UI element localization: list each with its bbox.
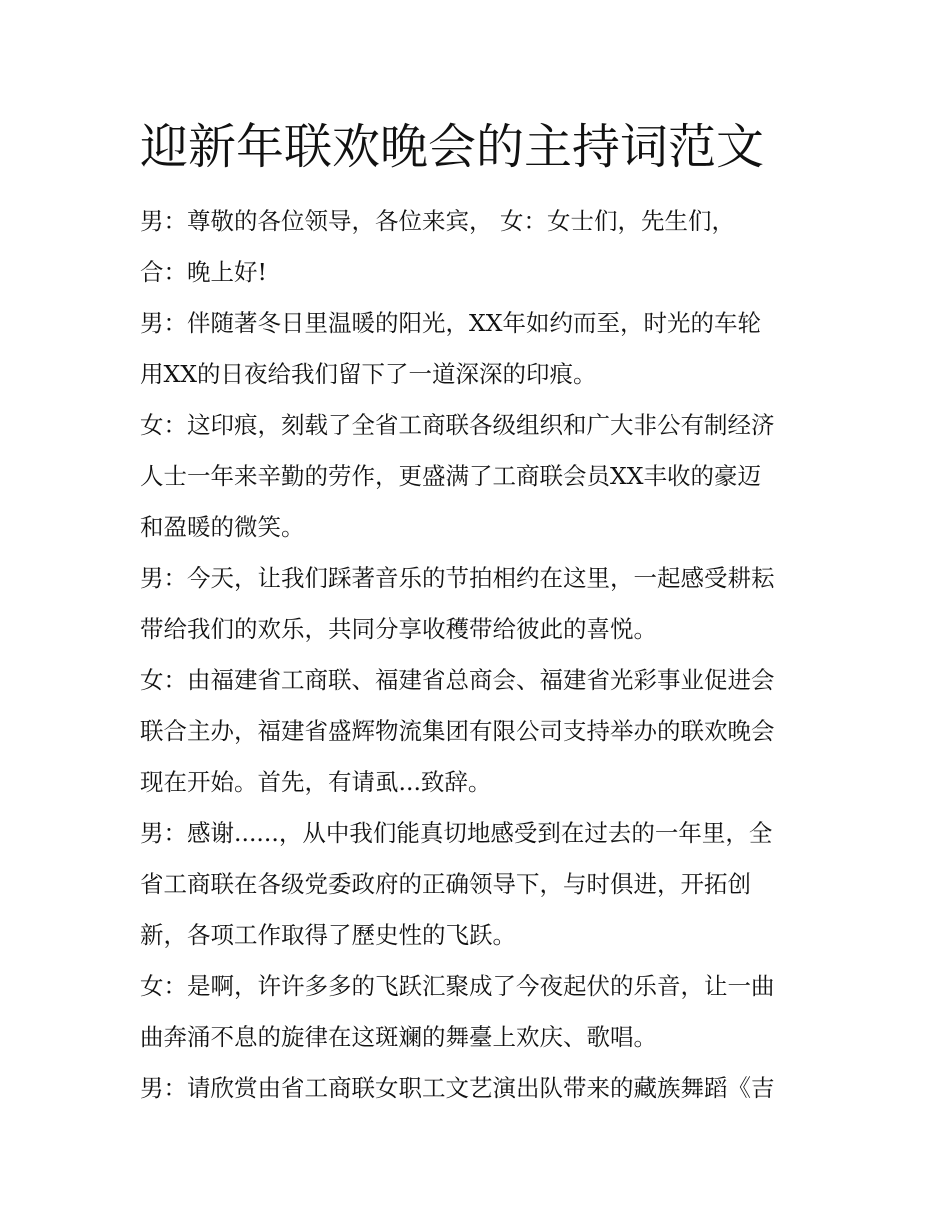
text-line: 人士一年来辛勤的劳作，更盛满了工商联会员XX丰收的豪迈 <box>140 462 761 490</box>
text-line: 男：今天，让我们踩著音乐的节拍相约在这里，一起感受耕耘 <box>140 564 775 592</box>
text-line: 男：请欣赏由省工商联女职工文艺演出队带来的藏族舞蹈《吉 <box>140 1074 775 1102</box>
text-line: 用XX的日夜给我们留下了一道深深的印痕。 <box>140 360 597 388</box>
text-line: 和盈暖的微笑。 <box>140 513 305 541</box>
text-line: 联合主办，福建省盛辉物流集团有限公司支持举办的联欢晚会 <box>140 717 775 745</box>
text-line: 带给我们的欢乐，共同分享收穫带给彼此的喜悦。 <box>140 615 657 643</box>
document-title: 迎新年联欢晚会的主持词范文 <box>140 119 765 175</box>
text-line: 男：感谢......，从中我们能真切地感受到在过去的一年里，全 <box>140 819 773 847</box>
text-line: 男：尊敬的各位领导，各位来宾， 女：女士们，先生们， <box>140 207 735 235</box>
text-line: 女：由福建省工商联、福建省总商会、福建省光彩事业促进会 <box>140 666 775 694</box>
text-line: 合：晚上好! <box>140 258 267 286</box>
text-line: 曲奔涌不息的旋律在这斑斓的舞臺上欢庆、歌唱。 <box>140 1023 657 1051</box>
text-line: 新，各项工作取得了歷史性的飞跃。 <box>140 921 516 949</box>
text-line: 男：伴随著冬日里温暖的阳光，XX年如约而至，时光的车轮 <box>140 309 761 337</box>
text-line: 省工商联在各级党委政府的正确领导下，与时俱进，开拓创 <box>140 870 751 898</box>
text-line: 现在开始。首先，有请虱...致辞。 <box>140 768 492 796</box>
text-line: 女：这印痕，刻载了全省工商联各级组织和广大非公有制经济 <box>140 411 775 439</box>
text-line: 女：是啊，许许多多的飞跃汇聚成了今夜起伏的乐音，让一曲 <box>140 972 775 1000</box>
